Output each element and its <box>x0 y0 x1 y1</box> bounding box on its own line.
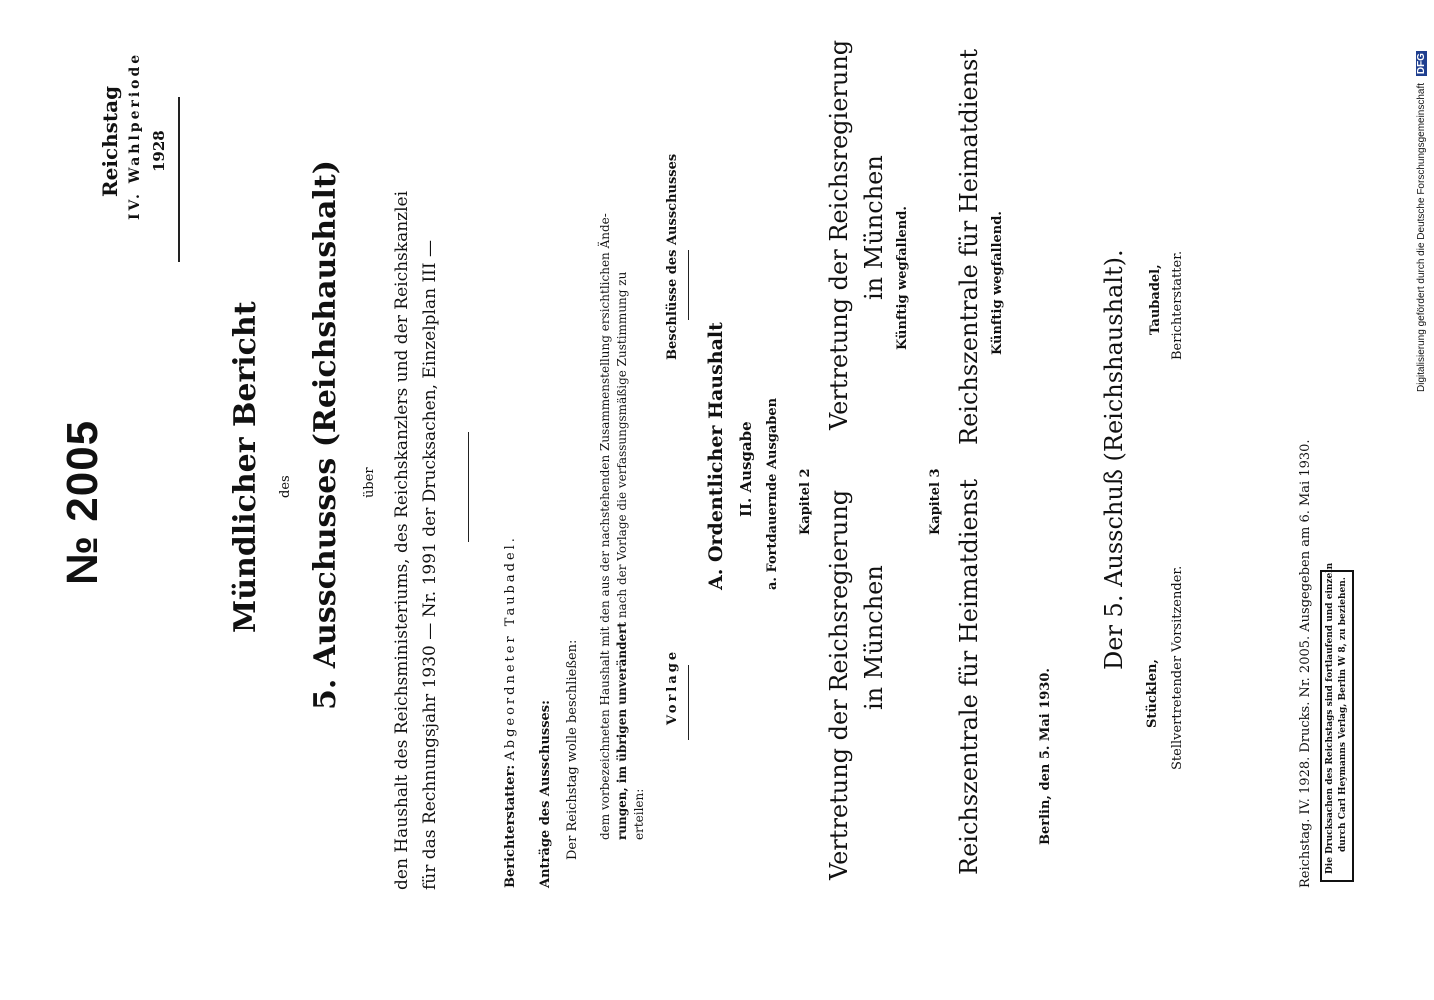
header-brace <box>178 97 180 262</box>
rapporteur-signature-name: Taubadel, <box>1148 264 1163 335</box>
kapitel-2-heading: Kapitel 2 <box>798 468 813 535</box>
kapitel-3-note: Künftig wegfallend. <box>990 211 1005 355</box>
column-beschluesse: Beschlüsse des Ausschusses <box>665 153 680 360</box>
kapitel-2-vorlage-line-2: in München <box>860 565 888 710</box>
chair-name: Stücklen, <box>1145 659 1160 728</box>
committee-title: 5. Ausschusses (Reichshaushalt) <box>308 160 343 710</box>
rapporteur-signature-role: Berichterstatter. <box>1170 250 1185 360</box>
motions-heading: Anträge des Ausschusses: <box>538 700 553 888</box>
kapitel-3-vorlage: Reichszentrale für Heimatdienst <box>955 478 983 875</box>
rapporteur-label: Berichterstatter: <box>503 764 518 888</box>
place-date: Berlin, den 5. Mai 1930. <box>1038 668 1053 845</box>
column-vorlage-rule <box>688 665 689 740</box>
motions-text-1: dem vorbezeichneten Haushalt mit den aus der nachstehenden Zusammenstellung ersichtlichen Ände- <box>598 213 612 840</box>
distribution-line-1: Die Drucksachen des Reichstags sind fortlaufend und einzeln <box>1325 562 1335 874</box>
title-des: des <box>278 475 293 498</box>
section-fortdauernde: a. Fortdauernde Ausgaben <box>765 397 780 590</box>
rapporteur-name: Abgeordneter Taubadel. <box>503 535 518 761</box>
committee-signature: Der 5. Ausschuß (Reichshaushalt). <box>1100 249 1128 670</box>
period-year: 1928 <box>150 130 168 172</box>
motions-text-2 <box>615 272 629 840</box>
kapitel-3-beschluss: Reichszentrale für Heimatdienst <box>955 48 983 445</box>
chair-role: Stellvertretender Vorsitzender. <box>1170 565 1185 770</box>
title-divider <box>468 432 469 542</box>
column-beschluesse-rule <box>688 250 689 320</box>
kapitel-2-beschluss-line-2: in München <box>860 155 888 300</box>
column-vorlage: Vorlage <box>665 648 680 725</box>
subject-line-2: für das Rechnungsjahr 1930 — Nr. 1991 der Drucksachen, Einzelplan III — <box>420 239 440 890</box>
document-number: № 2005 <box>58 419 107 585</box>
dfg-watermark <box>1416 51 1427 392</box>
parliament-label: Reichstag <box>98 85 122 197</box>
motions-text-3: erteilen: <box>632 788 646 840</box>
motions-intro: Der Reichstag wolle beschließen: <box>565 639 580 860</box>
subject-line-1: den Haushalt des Reichsministeriums, des Reichskanzlers und der Reichskanzlei <box>392 190 412 890</box>
dfg-logo: DFG <box>1416 53 1427 75</box>
motions-text-2-bold: rungen, im übrigen unverändert <box>615 621 629 840</box>
section-ordentlicher-haushalt: A. Ordentlicher Haushalt <box>705 322 727 590</box>
section-ausgabe: II. Ausgabe <box>737 421 755 517</box>
dfg-watermark-text: Digitalisierung gefördert durch die Deutsche Forschungsgemeinschaft <box>1416 82 1427 392</box>
imprint-line: Reichstag. IV. 1928. Drucks. Nr. 2005. Ausgegeben am 6. Mai 1930. <box>1298 439 1313 888</box>
kapitel-2-vorlage-line-1: Vertretung der Reichsregierung <box>825 489 853 880</box>
kapitel-2-beschluss-line-1: Vertretung der Reichsregierung <box>825 39 853 430</box>
distribution-line-2: durch Carl Heymanns Verlag, Berlin W 8, zu beziehen. <box>1338 577 1348 852</box>
motions-text-2-rest: nach der Vorlage die verfassungsmäßige Zustimmung zu <box>615 271 629 622</box>
title-ueber: über <box>362 467 377 498</box>
electoral-period: IV. Wahlperiode <box>127 51 143 220</box>
rapporteur-line <box>503 535 518 888</box>
distribution-box <box>1320 562 1354 882</box>
kapitel-3-heading: Kapitel 3 <box>928 468 943 535</box>
report-title: Mündlicher Bericht <box>228 301 263 633</box>
kapitel-2-note: Künftig wegfallend. <box>895 206 910 350</box>
